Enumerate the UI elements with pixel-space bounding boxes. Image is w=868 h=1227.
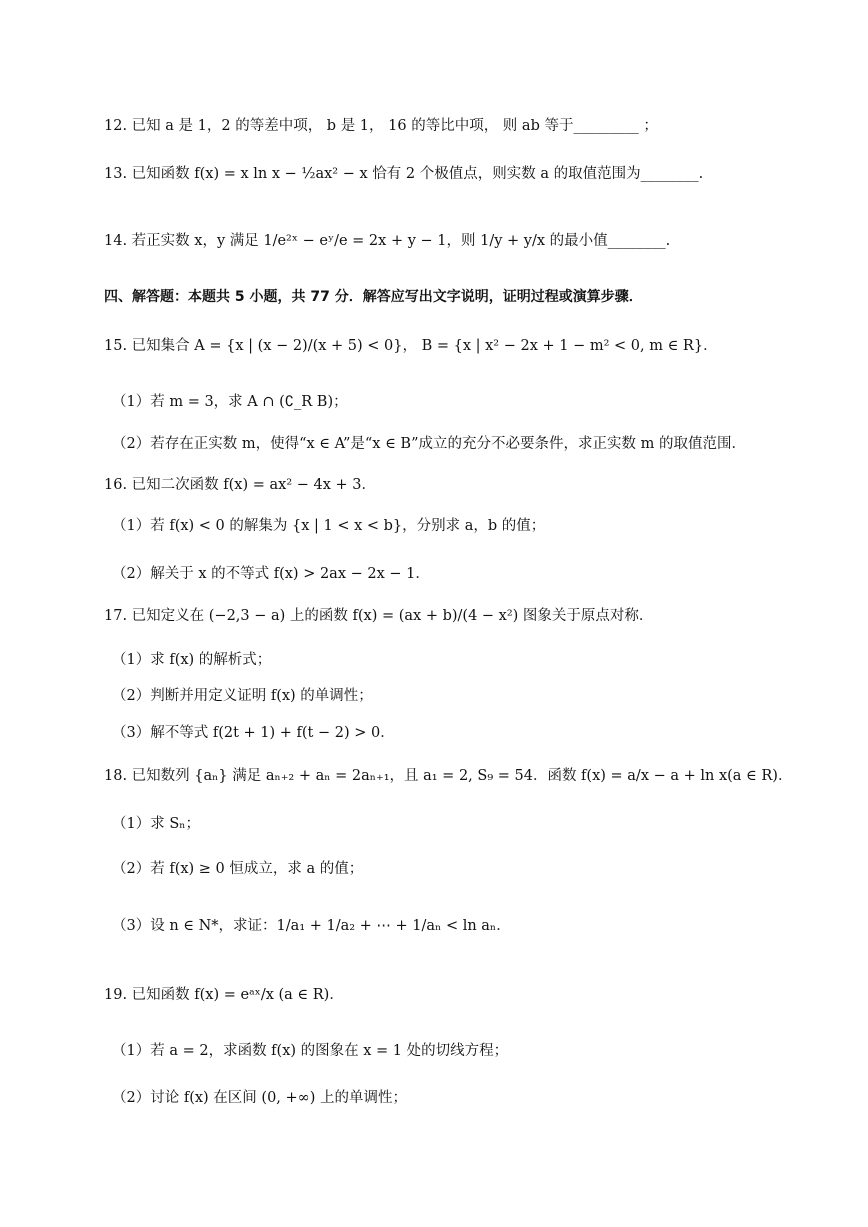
q15-line: 15. 已知集合 A = {x | (x − 2)/(x + 5) < 0}， B = {x | x² − 2x + 1 − m² < 0, m ∈ R}． — [104, 338, 718, 354]
q13-line: 13. 已知函数 f(x) = x ln x − ½ax² − x 恰有 2 个极值点，则实数 a 的取值范围为________. — [104, 166, 704, 182]
q17-line: 17. 已知定义在 (−2,3 − a) 上的函数 f(x) = (ax + b)/(4 − x²) 图象关于原点对称． — [104, 608, 654, 624]
q17-part2: （2）判断并用定义证明 f(x) 的单调性； — [112, 688, 373, 704]
section-heading: 四、解答题：本题共 5 小题，共 77 分．解答应写出文字说明，证明过程或演算步骤． — [104, 289, 643, 305]
q17-part1: （1）求 f(x) 的解析式； — [112, 652, 272, 668]
q16-part2: （2）解关于 x 的不等式 f(x) > 2ax − 2x − 1． — [112, 566, 430, 582]
q18-line: 18. 已知数列 {aₙ} 满足 aₙ₊₂ + aₙ = 2aₙ₊₁，且 a₁ = 2, S₉ = 54．函数 f(x) = a/x − a + ln x(a ∈ R)． — [104, 768, 793, 784]
q16-part1: （1）若 f(x) < 0 的解集为 {x | 1 < x < b}，分别求 a，b 的值； — [112, 518, 546, 534]
q16-line: 16. 已知二次函数 f(x) = ax² − 4x + 3． — [104, 477, 377, 493]
q14-line: 14. 若正实数 x，y 满足 1/e²ˣ − eʸ/e = 2x + y − 1，则 1/y + y/x 的最小值________. — [104, 233, 671, 249]
q12-line: 12. 已知 a 是 1，2 的等差中项， b 是 1， 16 的等比中项， 则 ab 等于_________ ； — [104, 118, 658, 134]
q18-part3: （3）设 n ∈ N*，求证：1/a₁ + 1/a₂ + ⋯ + 1/aₙ < ln aₙ． — [112, 918, 511, 934]
q19-part1: （1）若 a = 2，求函数 f(x) 的图象在 x = 1 处的切线方程； — [112, 1043, 509, 1059]
q17-part3: （3）解不等式 f(2t + 1) + f(t − 2) > 0． — [112, 725, 395, 741]
q18-part1: （1）求 Sₙ； — [112, 816, 201, 832]
q19-line: 19. 已知函数 f(x) = eᵃˣ/x (a ∈ R)． — [104, 987, 344, 1003]
q15-part1: （1）若 m = 3，求 A ∩ (∁_R B)； — [112, 394, 348, 410]
q19-part2: （2）讨论 f(x) 在区间 (0, +∞) 上的单调性； — [112, 1090, 408, 1106]
q15-part2: （2）若存在正实数 m，使得“x ∈ A”是“x ∈ B”成立的充分不必要条件，求正实数 m 的取值范围． — [112, 436, 746, 452]
q18-part2: （2）若 f(x) ≥ 0 恒成立，求 a 的值； — [112, 861, 364, 877]
